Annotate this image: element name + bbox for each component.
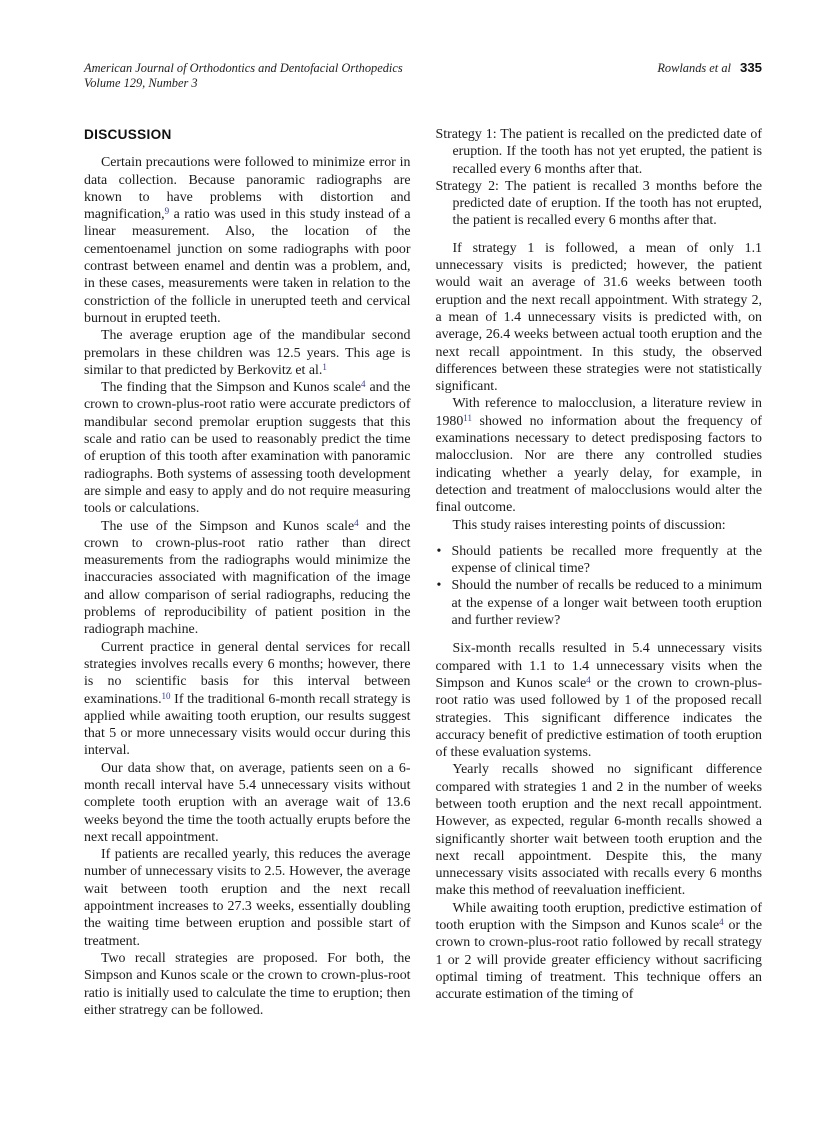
reference-link[interactable]: 4	[361, 379, 366, 390]
bullet-item: • Should the number of recalls be reduced to a minimum at the expense of a longer wait between tooth eruption and further review?	[436, 577, 763, 629]
left-column	[84, 126, 411, 1019]
paragraph: Strategy 2: The patient is recalled 3 months before the predicted date of eruption. If the tooth has not erupted, the patient is recalled every 6 months after that.	[435, 178, 762, 229]
paragraph: Six-month recalls resulted in 5.4 unnecessary visits compared with 1.1 to 1.4 unnecessary visits when the Simpson and Kunos scale$^4$ or the crown to crown-plus-root ratio was used followed by 1 of the proposed recall strategies. This significant difference indicates the accuracy benefit of predictive estimation of tooth eruption of these evaluation systems.	[435, 641, 763, 761]
paragraph: If strategy 1 is followed, a mean of only 1.1 unnecessary visits is predicted; however, the patient would wait an average of 31.6 weeks between tooth eruption and the next recall appointment. With strategy 2, a mean of 1.4 unnecessary visits is predicted with, on average, 26.4 weeks between actual tooth eruption and the next recall appointment. In this study, the observed differences between these strategies were not statistically significant.	[435, 240, 762, 395]
reference-link[interactable]: 4	[719, 917, 724, 928]
paragraph: Strategy 1: The patient is recalled on the predicted date of eruption. If the tooth has not yet erupted, the patient is recalled every 6 months after that.	[435, 127, 762, 177]
journal-title-block	[84, 61, 403, 90]
reference-link[interactable]: 9	[164, 206, 170, 217]
paragraph: With reference to malocclusion, a literature review in 1980$^{11}$ showed no information about the frequency of examinations necessary to detect predisposing factors to malocclusion. Nor are there any controlled studies indicating whether a yearly delay, for example, in detection and treatment of malocclusions would alter the final outcome.	[435, 396, 762, 516]
reference-link[interactable]: 4	[586, 674, 591, 685]
paragraph: Our data show that, on average, patients seen on a 6-month recall interval have 5.4 unnecessary visits without complete tooth eruption with an average wait of 13.6 weeks beyond the time the tooth actually erupts before the next recall appointment.	[84, 760, 411, 845]
bullet-item: • Should patients be recalled more frequently at the expense of clinical time?	[436, 543, 763, 578]
journal-title: American Journal of Orthodontics and Dentofacial Orthopedics	[84, 61, 403, 75]
paragraph: Current practice in general dental services for recall strategies involves recalls every 6 months; however, there is no scientific basis for this interval between examinations.$^{10}$ If the traditional 6-month recall strategy is applied while awaiting tooth eruption, our results suggest that 5 or more unnecessary visits would occur during this interval.	[84, 639, 411, 759]
reference-link[interactable]: 11	[463, 412, 472, 423]
page-number: 335	[739, 60, 762, 75]
running-authors: Rowlands et al	[657, 61, 731, 75]
paragraph: While awaiting tooth eruption, predictive estimation of tooth eruption with the Simpson and Kunos scale$^4$ or the crown to crown-plus-root ratio followed by recall strategy 1 or 2 will provide greater efficiency without sacrificing optimal timing of treatment. This technique offers an accurate estimation of the timing of	[435, 900, 762, 1003]
running-head	[84, 61, 762, 90]
reference-link[interactable]: 10	[161, 690, 171, 701]
journal-volume-issue: Volume 129, Number 3	[84, 75, 198, 90]
paragraph: The finding that the Simpson and Kunos scale$^4$ and the crown to crown-plus-root ratio were accurate predictors of mandibular second premolar eruption suggests that this scale and ratio can be used to reasonably predict the time of eruption of this tooth after examination with panoramic radiographs. Both systems of assessing tooth development are simple and easy to apply and do not require measuring tools or calculations.	[84, 379, 411, 517]
paragraph: Two recall strategies are proposed. For both, the Simpson and Kunos scale or the crown to crown-plus-root ratio is initially used to calculate the time to eruption; then either stratregy can be followed.	[84, 950, 411, 1018]
paragraph: The use of the Simpson and Kunos scale$^4$ and the crown to crown-plus-root ratio rather than direct measurements from the radiographs would minimize the inaccuracies associated with magnification of the image and allow comparison of serial radiographs, reducing the problems of reproducibility of patient position in the radiograph machine.	[84, 517, 411, 638]
paragraph: The average eruption age of the mandibular second premolars in these children was 12.5 years. This age is similar to that predicted by Berkovitz et al.$^1$	[84, 328, 411, 378]
section-heading: DISCUSSION	[84, 127, 172, 142]
paragraph: If patients are recalled yearly, this reduces the average number of unnecessary visits to 2.5. However, the average wait between tooth eruption and the next recall appointment increases to 27.3 weeks, essentially doubling the waiting time between eruption and possible start of treatment.	[84, 847, 411, 949]
paragraph: This study raises interesting points of discussion:	[452, 517, 726, 533]
reference-link[interactable]: 1	[322, 361, 327, 372]
folio-block	[657, 61, 762, 76]
article-body	[84, 126, 762, 1019]
right-column	[436, 126, 763, 1019]
reference-link[interactable]: 4	[354, 517, 359, 528]
paragraph: Certain precautions were followed to minimize error in data collection. Because panoramic radiographs are known to have problems with distortion and magnification,$^9$ a ratio was used in this study instead of a linear measurement. Also, the location of the cementoenamel junction on some radiographs with poor contrast between enamel and dentin was a problem, and, in these cases, measurements were taken in relation to the constriction of the follicle in unerupted teeth and cervical burnout in erupted teeth.	[84, 155, 411, 326]
paragraph: Yearly recalls showed no significant difference compared with strategies 1 and 2 in the number of weeks between tooth eruption and the next recall appointment. However, as expected, regular 6-month recalls showed a significantly shorter wait between tooth eruption and the next recall appointment. Despite this, the many unnecessary visits associated with recalls every 6 months make this method of reevaluation inefficient.	[435, 762, 762, 899]
